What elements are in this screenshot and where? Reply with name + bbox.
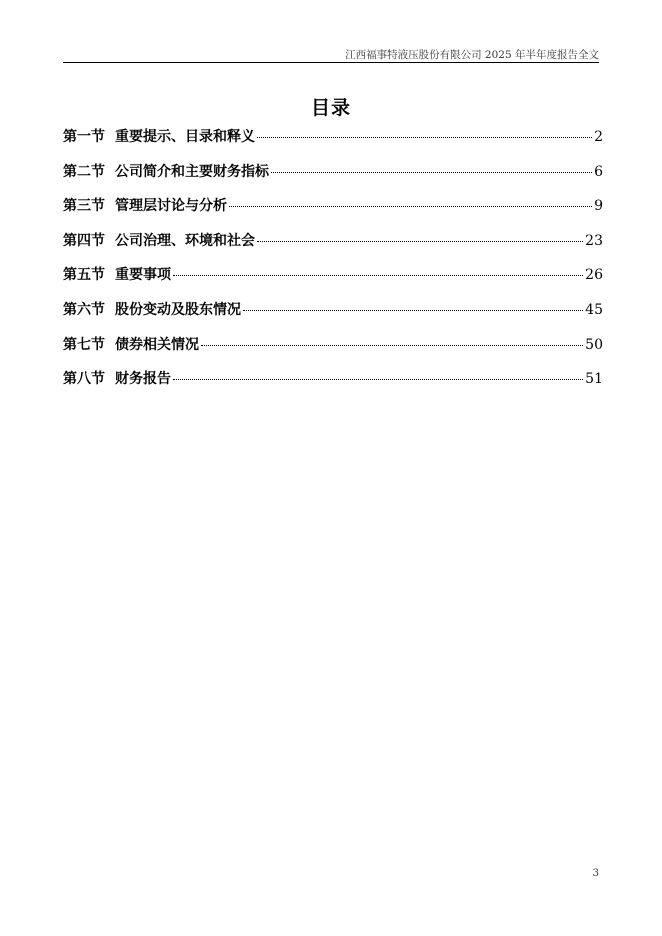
toc-entry-section: 第七节 <box>63 336 105 353</box>
toc-entry-section: 第四节 <box>63 232 105 249</box>
toc-entry-page: 23 <box>585 232 603 249</box>
page-number: 3 <box>592 868 599 879</box>
toc-entry[interactable] <box>63 161 603 196</box>
toc-leader-dots <box>271 172 592 173</box>
toc-entry-label: 公司治理、环境和社会 <box>115 232 255 249</box>
toc-entry-page: 26 <box>585 267 603 284</box>
toc-entry-page: 9 <box>594 198 603 215</box>
toc-entry[interactable] <box>63 230 603 265</box>
toc-leader-dots <box>243 310 583 311</box>
toc-entry-page: 2 <box>594 129 603 145</box>
toc-entry-page: 50 <box>585 336 603 353</box>
toc-entry[interactable] <box>63 126 603 161</box>
toc-entry[interactable] <box>63 334 603 369</box>
toc-entry-section: 第三节 <box>63 198 105 215</box>
toc-entry-section: 第六节 <box>63 301 105 318</box>
header-rule <box>63 62 599 63</box>
toc-entry[interactable] <box>63 264 603 299</box>
toc-leader-dots <box>173 275 583 276</box>
toc-entry-label: 公司简介和主要财务指标 <box>115 163 269 180</box>
toc-leader-dots <box>257 137 592 138</box>
toc-title: 目录 <box>310 97 351 119</box>
toc-entry-page: 6 <box>594 163 603 180</box>
toc-leader-dots <box>257 241 583 242</box>
toc-leader-dots <box>201 345 583 346</box>
toc-entry[interactable] <box>63 195 603 230</box>
toc-entry-label: 财务报告 <box>115 371 171 388</box>
toc-entry-section: 第五节 <box>63 267 105 284</box>
toc-entry-page: 45 <box>585 301 603 318</box>
toc-entry-label: 重要事项 <box>115 267 171 284</box>
toc-list <box>63 126 603 403</box>
toc-entry-section: 第八节 <box>63 371 105 388</box>
toc-entry-section: 第一节 <box>63 129 105 145</box>
toc-entry-label: 重要提示、目录和释义 <box>115 129 255 145</box>
toc-entry[interactable] <box>63 368 603 403</box>
toc-leader-dots <box>173 379 583 380</box>
toc-entry-label: 管理层讨论与分析 <box>115 198 227 215</box>
toc-entry-page: 51 <box>585 371 603 388</box>
toc-entry-label: 股份变动及股东情况 <box>115 301 241 318</box>
toc-entry-label: 债券相关情况 <box>115 336 199 353</box>
toc-entry-section: 第二节 <box>63 163 105 180</box>
toc-leader-dots <box>229 206 592 207</box>
running-header: 江西福事特液压股份有限公司 2025 年半年度报告全文 <box>345 49 599 61</box>
toc-entry[interactable] <box>63 299 603 334</box>
